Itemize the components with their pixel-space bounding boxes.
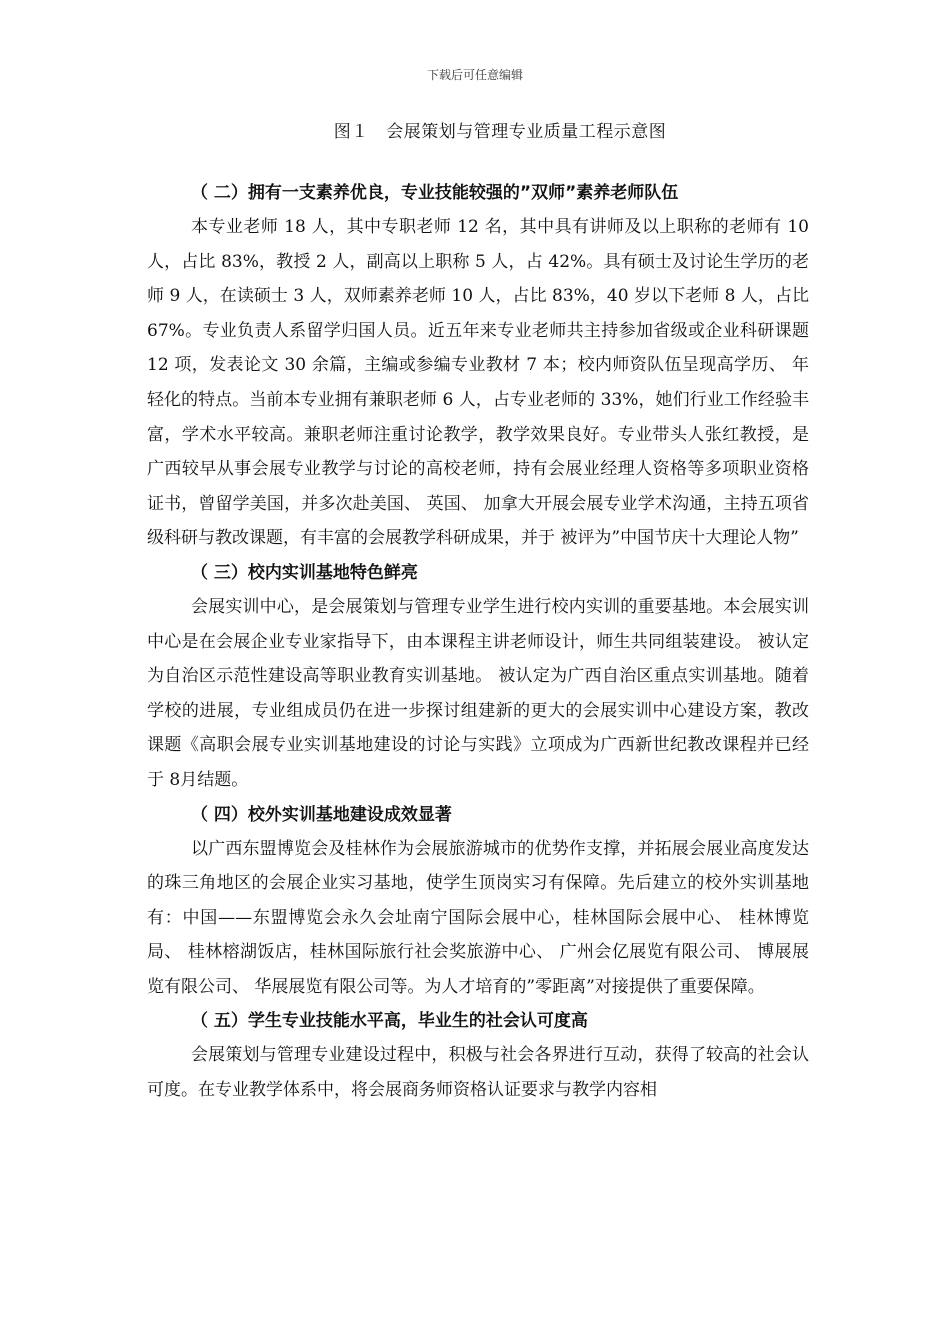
document-body	[147, 176, 809, 1108]
section-paragraph-2: 本专业老师 18 人，其中专职老师 12 名，其中具有讲师及以上职称的老师有 10 人，占比 83%，教授 2 人，副高以上职称 5 人，占 42%。具有硕士及讨论生学历的老师 9 人，在读硕士 3 人，双师素养老师 10 人，占比 83%，40 岁以下老师 8 人，占比 67%。专业负责人系留学归国人员。近五年来专业老师共主持参加省级或企业科研课题 12 项，发表论文 30 余篇，主编或参编专业教材 7 本；校内师资队伍呈现高学历、 年轻化的特点。当前本专业拥有兼职老师 6 人，占专业老师的 33%，她们行业工作经验丰富，学术水平较高。兼职老师注重讨论教学，教学效果良好。专业带头人张红教授，是广西较早从事会展专业教学与讨论的高校老师，持有会展业经理人资格等多项职业资格证书，曾留学美国，并多次赴美国、 英国、 加拿大开展会展专业学术沟通，主持五项省级科研与教改课题，有丰富的会展教学科研成果，并于 被评为”中国节庆十大理论人物”	[147, 217, 809, 549]
section-paragraph-5: 会展策划与管理专业建设过程中，积极与社会各界进行互动，获得了较高的社会认可度。在专业教学体系中，将会展商务师资格认证要求与教学内容相	[147, 1045, 809, 1101]
section-heading-4: （ 四）校外实训基地建设成效显著	[191, 804, 452, 825]
page-header-note: 下载后可任意编辑	[426, 68, 523, 82]
figure-caption: 图１ 会展策划与管理专业质量工程示意图	[333, 122, 667, 142]
section-heading-5: （ 五）学生专业技能水平高，毕业生的社会认可度高	[191, 1011, 588, 1032]
section-paragraph-4: 以广西东盟博览会及桂林作为会展旅游城市的优势作支撑，并拓展会展业高度发达的珠三角地区的会展企业实习基地，使学生顶岗实习有保障。先后建立的校外实训基地有：中国——东盟博览会永久会址南宁国际会展中心，桂林国际会展中心、 桂林博览局、 桂林榕湖饭店，桂林国际旅行社会奖旅游中心、 广州会亿展览有限公司、 博展展览有限公司、 华展展览有限公司等。为人才培育的”零距离”对接提供了重要保障。	[147, 838, 809, 997]
section-heading-3: （ 三）校内实训基地特色鲜亮	[191, 562, 418, 583]
section-paragraph-3: 会展实训中心，是会展策划与管理专业学生进行校内实训的重要基地。本会展实训中心是在会展企业专业家指导下，由本课程主讲老师设计，师生共同组装建设。 被认定为自治区示范性建设高等职业教育实训基地。 被认定为广西自治区重点实训基地。随着学校的进展，专业组成员仍在进一步探讨组建新的更大的会展实训中心建设方案，教改课题《高职会展专业实训基地建设的讨论与实践》立项成为广西新世纪教改课程并已经于 8月结题。	[147, 596, 809, 790]
section-heading-2: （ 二）拥有一支素养优良，专业技能较强的”双师”素养老师队伍	[191, 183, 679, 203]
